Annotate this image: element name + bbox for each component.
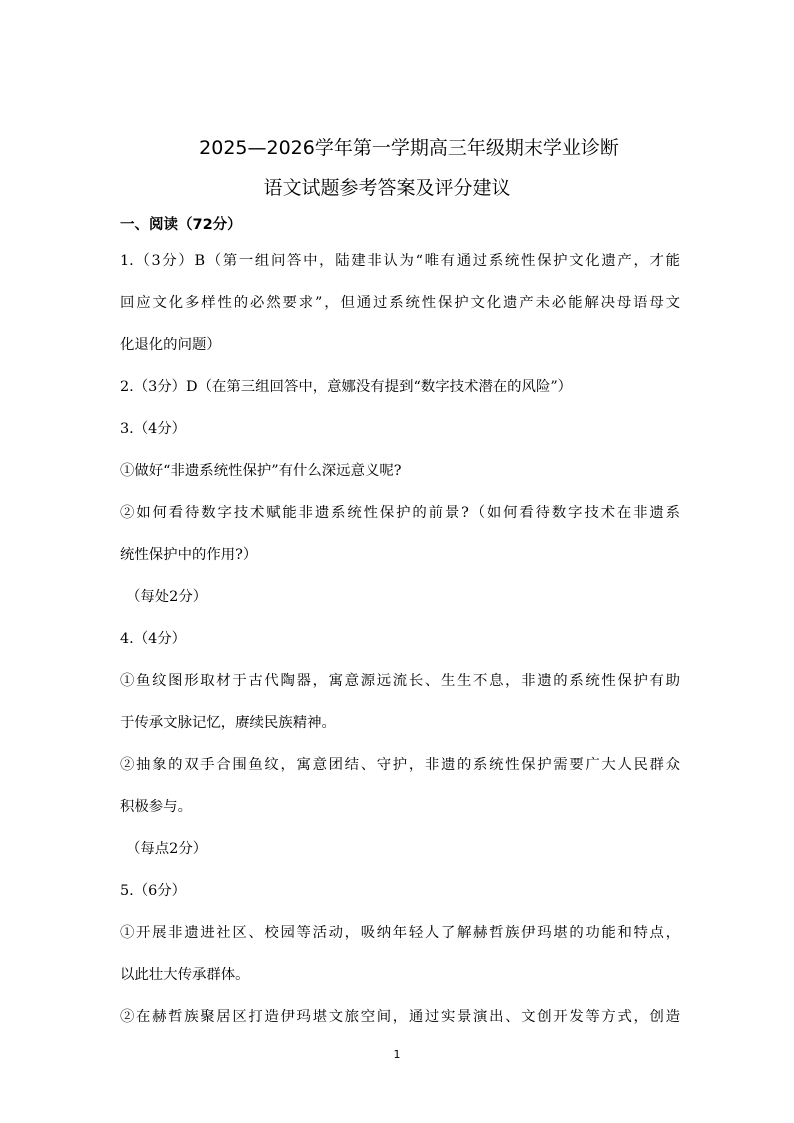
text-line: ①开展非遗进社区、校园等活动，吸纳年轻人了解赫哲族伊玛堪的功能和特点， <box>120 925 680 941</box>
document-title-line1: 2025—2026学年第一学期高三年级期末学业诊断 <box>199 137 619 159</box>
text-line: 以此壮大传承群体。 <box>120 967 250 983</box>
text-line: 于传承文脉记忆，赓续民族精神。 <box>120 715 336 731</box>
document-title-line2: 语文试题参考答案及评分建议 <box>263 177 511 199</box>
text-line: ①做好“非遗系统性保护”有什么深远意义呢? <box>120 463 402 479</box>
text-line: 积极参与。 <box>120 799 192 815</box>
text-line: 4.（4分） <box>120 631 187 647</box>
text-line: 统性保护中的作用?） <box>120 547 258 563</box>
text-line: （每处2分） <box>126 589 208 605</box>
text-line: ②如何看待数字技术赋能非遗系统性保护的前景?（如何看待数字技术在非遗系 <box>120 505 680 521</box>
section-heading: 一、阅读（72分） <box>120 217 242 233</box>
text-line: 回应文化多样性的必然要求”，但通过系统性保护文化遗产未必能解决母语母文 <box>120 295 680 311</box>
text-line: ②在赫哲族聚居区打造伊玛堪文旅空间，通过实景演出、文创开发等方式，创造 <box>120 1009 680 1025</box>
answer-content <box>120 250 680 1048</box>
text-line: 1.（3分）B（第一组问答中，陆建非认为“唯有通过系统性保护文化遗产，才能 <box>120 253 680 269</box>
text-line: 3.（4分） <box>120 421 187 437</box>
page-number: 1 <box>393 1048 401 1061</box>
text-line: ①鱼纹图形取材于古代陶器，寓意源远流长、生生不息，非遗的系统性保护有助 <box>120 673 680 689</box>
text-line: 2.（3分）D（在第三组回答中，意娜没有提到“数字技术潜在的风险”） <box>120 379 573 395</box>
text-line: 5.（6分） <box>120 883 187 899</box>
text-line: （每点2分） <box>126 841 208 857</box>
text-line: ②抽象的双手合围鱼纹，寓意团结、守护，非遗的系统性保护需要广大人民群众 <box>120 757 680 773</box>
text-line: 化退化的问题） <box>120 337 221 353</box>
